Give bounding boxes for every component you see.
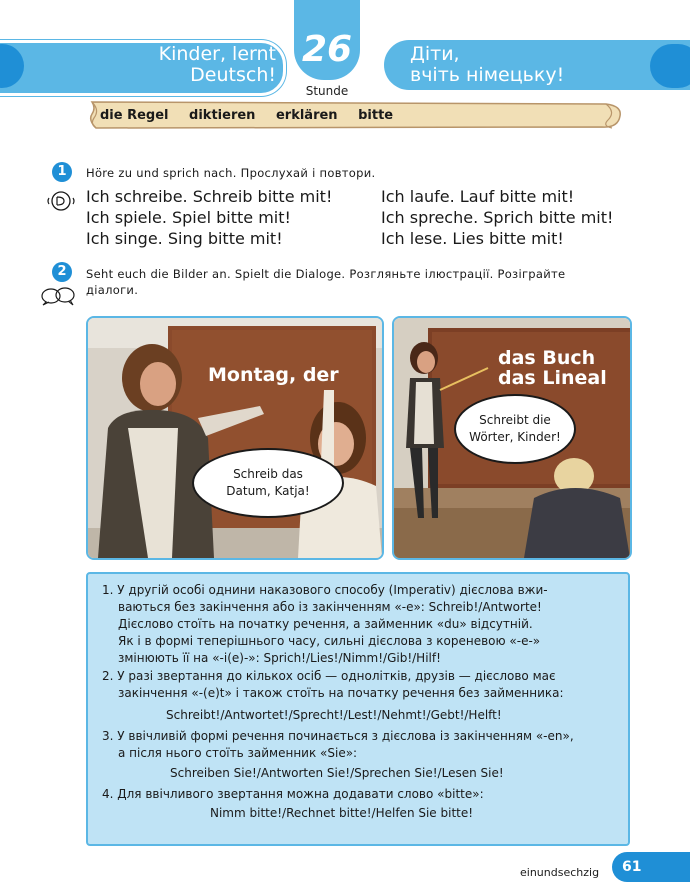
rule-3 [102, 728, 574, 762]
vocab-word: erklären [275, 108, 338, 123]
audio-icon [46, 190, 76, 212]
rule-3-line: 3. У ввічливій формі речення починається з дієслова із закінченням «-en», [102, 729, 574, 743]
title-ukrainian [410, 44, 640, 86]
rule-2 [102, 668, 564, 702]
speech-bubble-line2: Datum, Katja! [226, 484, 310, 498]
exercise-2-instruction [86, 266, 631, 298]
rule-2-line: 2. У разі звертання до кількох осіб — однолітків, друзів — дієслово має [102, 669, 556, 683]
title-ukrainian-line1: Діти, [410, 43, 460, 65]
lesson-number: 26 [301, 29, 353, 70]
title-german [100, 44, 276, 86]
vocab-words [100, 108, 409, 123]
rule-1-line: 1. У другій особі однини наказового способу (Imperativ) дієслова вжи- [102, 583, 548, 597]
sentence: Ich spreche. Sprich bitte mit! [381, 208, 614, 227]
exercise-2-number: 2 [52, 262, 72, 282]
exercise-1-instruction: Höre zu und sprich nach. Прослухай і повтори. [86, 166, 376, 180]
speech-bubble-line1: Schreib das [233, 467, 303, 481]
vocab-word: diktieren [189, 108, 256, 123]
rule-3-example: Schreiben Sie!/Antworten Sie!/Sprechen Sie!/Lesen Sie! [170, 766, 504, 780]
exercise-2-instruction-line2: діалоги. [86, 283, 139, 297]
board-text: Montag, der [208, 364, 339, 386]
rule-3-line: а після нього стоїть займенник «Sie»: [118, 746, 358, 760]
speech-bubble [192, 448, 344, 518]
board-text [498, 348, 607, 388]
sentence: Ich laufe. Lauf bitte mit! [381, 187, 575, 206]
exercise-1-number: 1 [52, 162, 72, 182]
photo-1-image [88, 318, 382, 558]
speech-bubble [454, 394, 576, 464]
photo-classroom-1 [86, 316, 384, 560]
rule-2-line: закінчення «-(e)t» і також стоїть на початку речення без займенника: [118, 686, 564, 700]
rule-4 [102, 786, 484, 803]
rule-1-line: Як і в формі теперішнього часу, сильні дієслова з кореневою «-e-» [118, 634, 541, 648]
speech-bubble-line1: Schreibt die [479, 413, 551, 427]
vocab-word: bitte [358, 108, 394, 123]
header-right-cap [650, 44, 690, 88]
sentence: Ich singe. Sing bitte mit! [86, 229, 283, 248]
rule-1 [102, 582, 548, 667]
exercise-2-instruction-line1: Seht euch die Bilder an. Spielt die Dialoge. Розгляньте ілюстрації. Розіграйте [86, 267, 566, 281]
dialogue-icon [40, 286, 76, 306]
title-ukrainian-line2: вчіть німецьку! [410, 64, 565, 86]
title-german-line2: Deutsch! [190, 64, 276, 86]
rule-4-line: 4. Для ввічливого звертання можна додавати слово «bitte»: [102, 787, 484, 801]
speech-bubble-line2: Wörter, Kinder! [469, 430, 561, 444]
board-text-line1: das Buch [498, 347, 596, 369]
page-number-word: einundsechzig [520, 866, 600, 879]
title-german-line1: Kinder, lernt [158, 43, 276, 65]
rule-4-example: Nimm bitte!/Rechnet bitte!/Helfen Sie bitte! [210, 806, 474, 820]
page-number: 61 [612, 852, 690, 882]
rule-1-line: ваються без закінчення або із закінченням «-e»: Schreib!/Antworte! [118, 600, 542, 614]
rule-1-line: Дієслово стоїть на початку речення, а займенник «du» відсутній. [118, 617, 533, 631]
vocab-word: die Regel [100, 108, 169, 123]
board-text-line2: das Lineal [498, 367, 607, 389]
lesson-label: Stunde [305, 84, 349, 98]
sentence: Ich schreibe. Schreib bitte mit! [86, 187, 333, 206]
sentence: Ich lese. Lies bitte mit! [381, 229, 564, 248]
sentence: Ich spiele. Spiel bitte mit! [86, 208, 291, 227]
photo-classroom-2 [392, 316, 632, 560]
rule-2-example: Schreibt!/Antwortet!/Sprecht!/Lest!/Nehmt!/Gebt!/Helft! [166, 708, 502, 722]
rule-1-line: змінюють її на «-i(e)-»: Sprich!/Lies!/Nimm!/Gib!/Hilf! [118, 651, 441, 665]
grammar-rule-box [86, 572, 630, 846]
